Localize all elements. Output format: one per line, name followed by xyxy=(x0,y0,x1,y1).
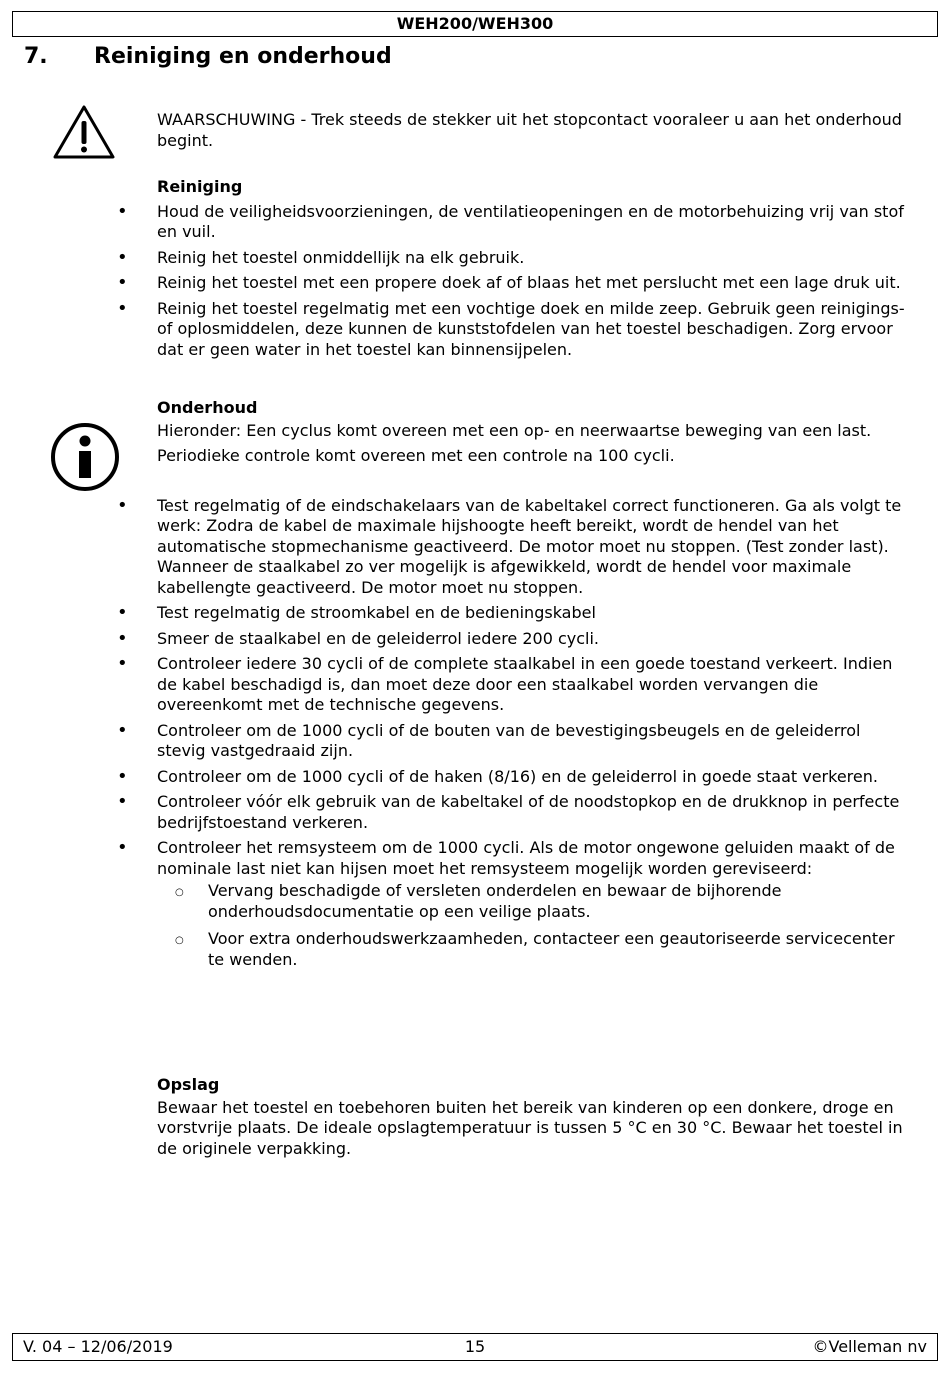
list-item: • Test regelmatig de stroomkabel en de bedieningskabel xyxy=(123,603,913,624)
page-header xyxy=(12,11,938,37)
list-item: • Controleer iedere 30 cycli of de complete staalkabel in een goede toestand verkeert. Indien de kabel beschadigd is, dan moet deze door een staalkabel worden vervangen die overeenkomt met de technische gegevens. xyxy=(123,654,913,716)
info-icon xyxy=(50,422,120,496)
maintenance-heading: Onderhoud xyxy=(157,398,258,417)
warning-triangle-icon xyxy=(52,104,116,164)
list-item: • Smeer de staalkabel en de geleiderrol iedere 200 cycli. xyxy=(123,629,913,650)
warning-text: WAARSCHUWING - Trek steeds de stekker uit het stopcontact vooraleer u aan het onderhoud begint. xyxy=(157,110,902,150)
maintenance-intro-2: Periodieke controle komt overeen met een controle na 100 cycli. xyxy=(157,446,675,465)
list-item: • Reinig het toestel regelmatig met een vochtige doek en milde zeep. Gebruik geen reinigings- of oplosmiddelen, deze kunnen de kunststofdelen van het toestel beschadigen. Zorg ervoor dat er geen water in het toestel kan binnensijpelen. xyxy=(123,299,913,361)
storage-text: Bewaar het toestel en toebehoren buiten het bereik van kinderen op een donkere, droge en vorstvrije plaats. De ideale opslagtemperatuur is tussen 5 °C en 30 °C. Bewaar het toestel in de originele verpakking. xyxy=(157,1097,903,1158)
storage-section xyxy=(157,1075,913,1159)
list-item: • Controleer het remsysteem om de 1000 cycli. Als de motor ongewone geluiden maakt of de nominale last niet kan hijsen moet het remsysteem mogelijk worden gereviseerd: xyxy=(123,838,913,879)
section-title xyxy=(24,44,392,69)
page-number: 15 xyxy=(464,1337,486,1356)
maintenance-section xyxy=(157,398,913,970)
footer-version: V. 04 – 12/06/2019 xyxy=(23,1337,173,1356)
model-title: WEH200/WEH300 xyxy=(396,14,554,33)
sub-list-item: ○ Vervang beschadigde of versleten onderdelen en bewaar de bijhorende onderhoudsdocumentatie op een veilige plaats. xyxy=(123,881,913,922)
list-item: • Reinig het toestel met een propere doek af of blaas het met perslucht met een lage druk uit. xyxy=(123,273,913,294)
list-item: • Test regelmatig of de eindschakelaars van de kabeltakel correct functioneren. Ga als volgt te werk: Zodra de kabel de maximale hijshoogte heeft bereikt, wordt de hendel van het automatische stopmechanisme geactiveerd. De motor moet nu stoppen. (Test zonder last). Wanneer de staalkabel zo ver mogelijk is afgewikkeld, wordt de hendel voor maximale kabellengte geactiveerd. De motor moet nu stoppen. xyxy=(123,496,913,599)
warning-block xyxy=(157,110,913,151)
list-item: • Controleer vóór elk gebruik van de kabeltakel of de noodstopkop en de drukknop in perfecte bedrijfstoestand verkeren. xyxy=(123,792,913,833)
list-item: • Houd de veiligheidsvoorzieningen, de ventilatieopeningen en de motorbehuizing vrij van stof en vuil. xyxy=(123,202,913,243)
maintenance-intro-1: Hieronder: Een cyclus komt overeen met een op- en neerwaartse beweging van een last. xyxy=(157,420,872,440)
list-item: • Reinig het toestel onmiddellijk na elk gebruik. xyxy=(123,248,913,269)
section-title-text: Reiniging en onderhoud xyxy=(94,44,392,69)
storage-heading: Opslag xyxy=(157,1075,220,1094)
page-footer xyxy=(12,1333,938,1361)
footer-copyright: ©Velleman nv xyxy=(812,1337,927,1356)
sub-list-item: ○ Voor extra onderhoudswerkzaamheden, contacteer een geautoriseerde servicecenter te wenden. xyxy=(123,929,913,970)
section-number: 7. xyxy=(24,44,48,69)
list-item: • Controleer om de 1000 cycli of de bouten van de bevestigingsbeugels en de geleiderrol stevig vastgedraaid zijn. xyxy=(123,721,913,762)
cleaning-section xyxy=(157,177,913,365)
cleaning-heading: Reiniging xyxy=(157,177,243,196)
list-item: • Controleer om de 1000 cycli of de haken (8/16) en de geleiderrol in goede staat verkeren. xyxy=(123,767,913,788)
